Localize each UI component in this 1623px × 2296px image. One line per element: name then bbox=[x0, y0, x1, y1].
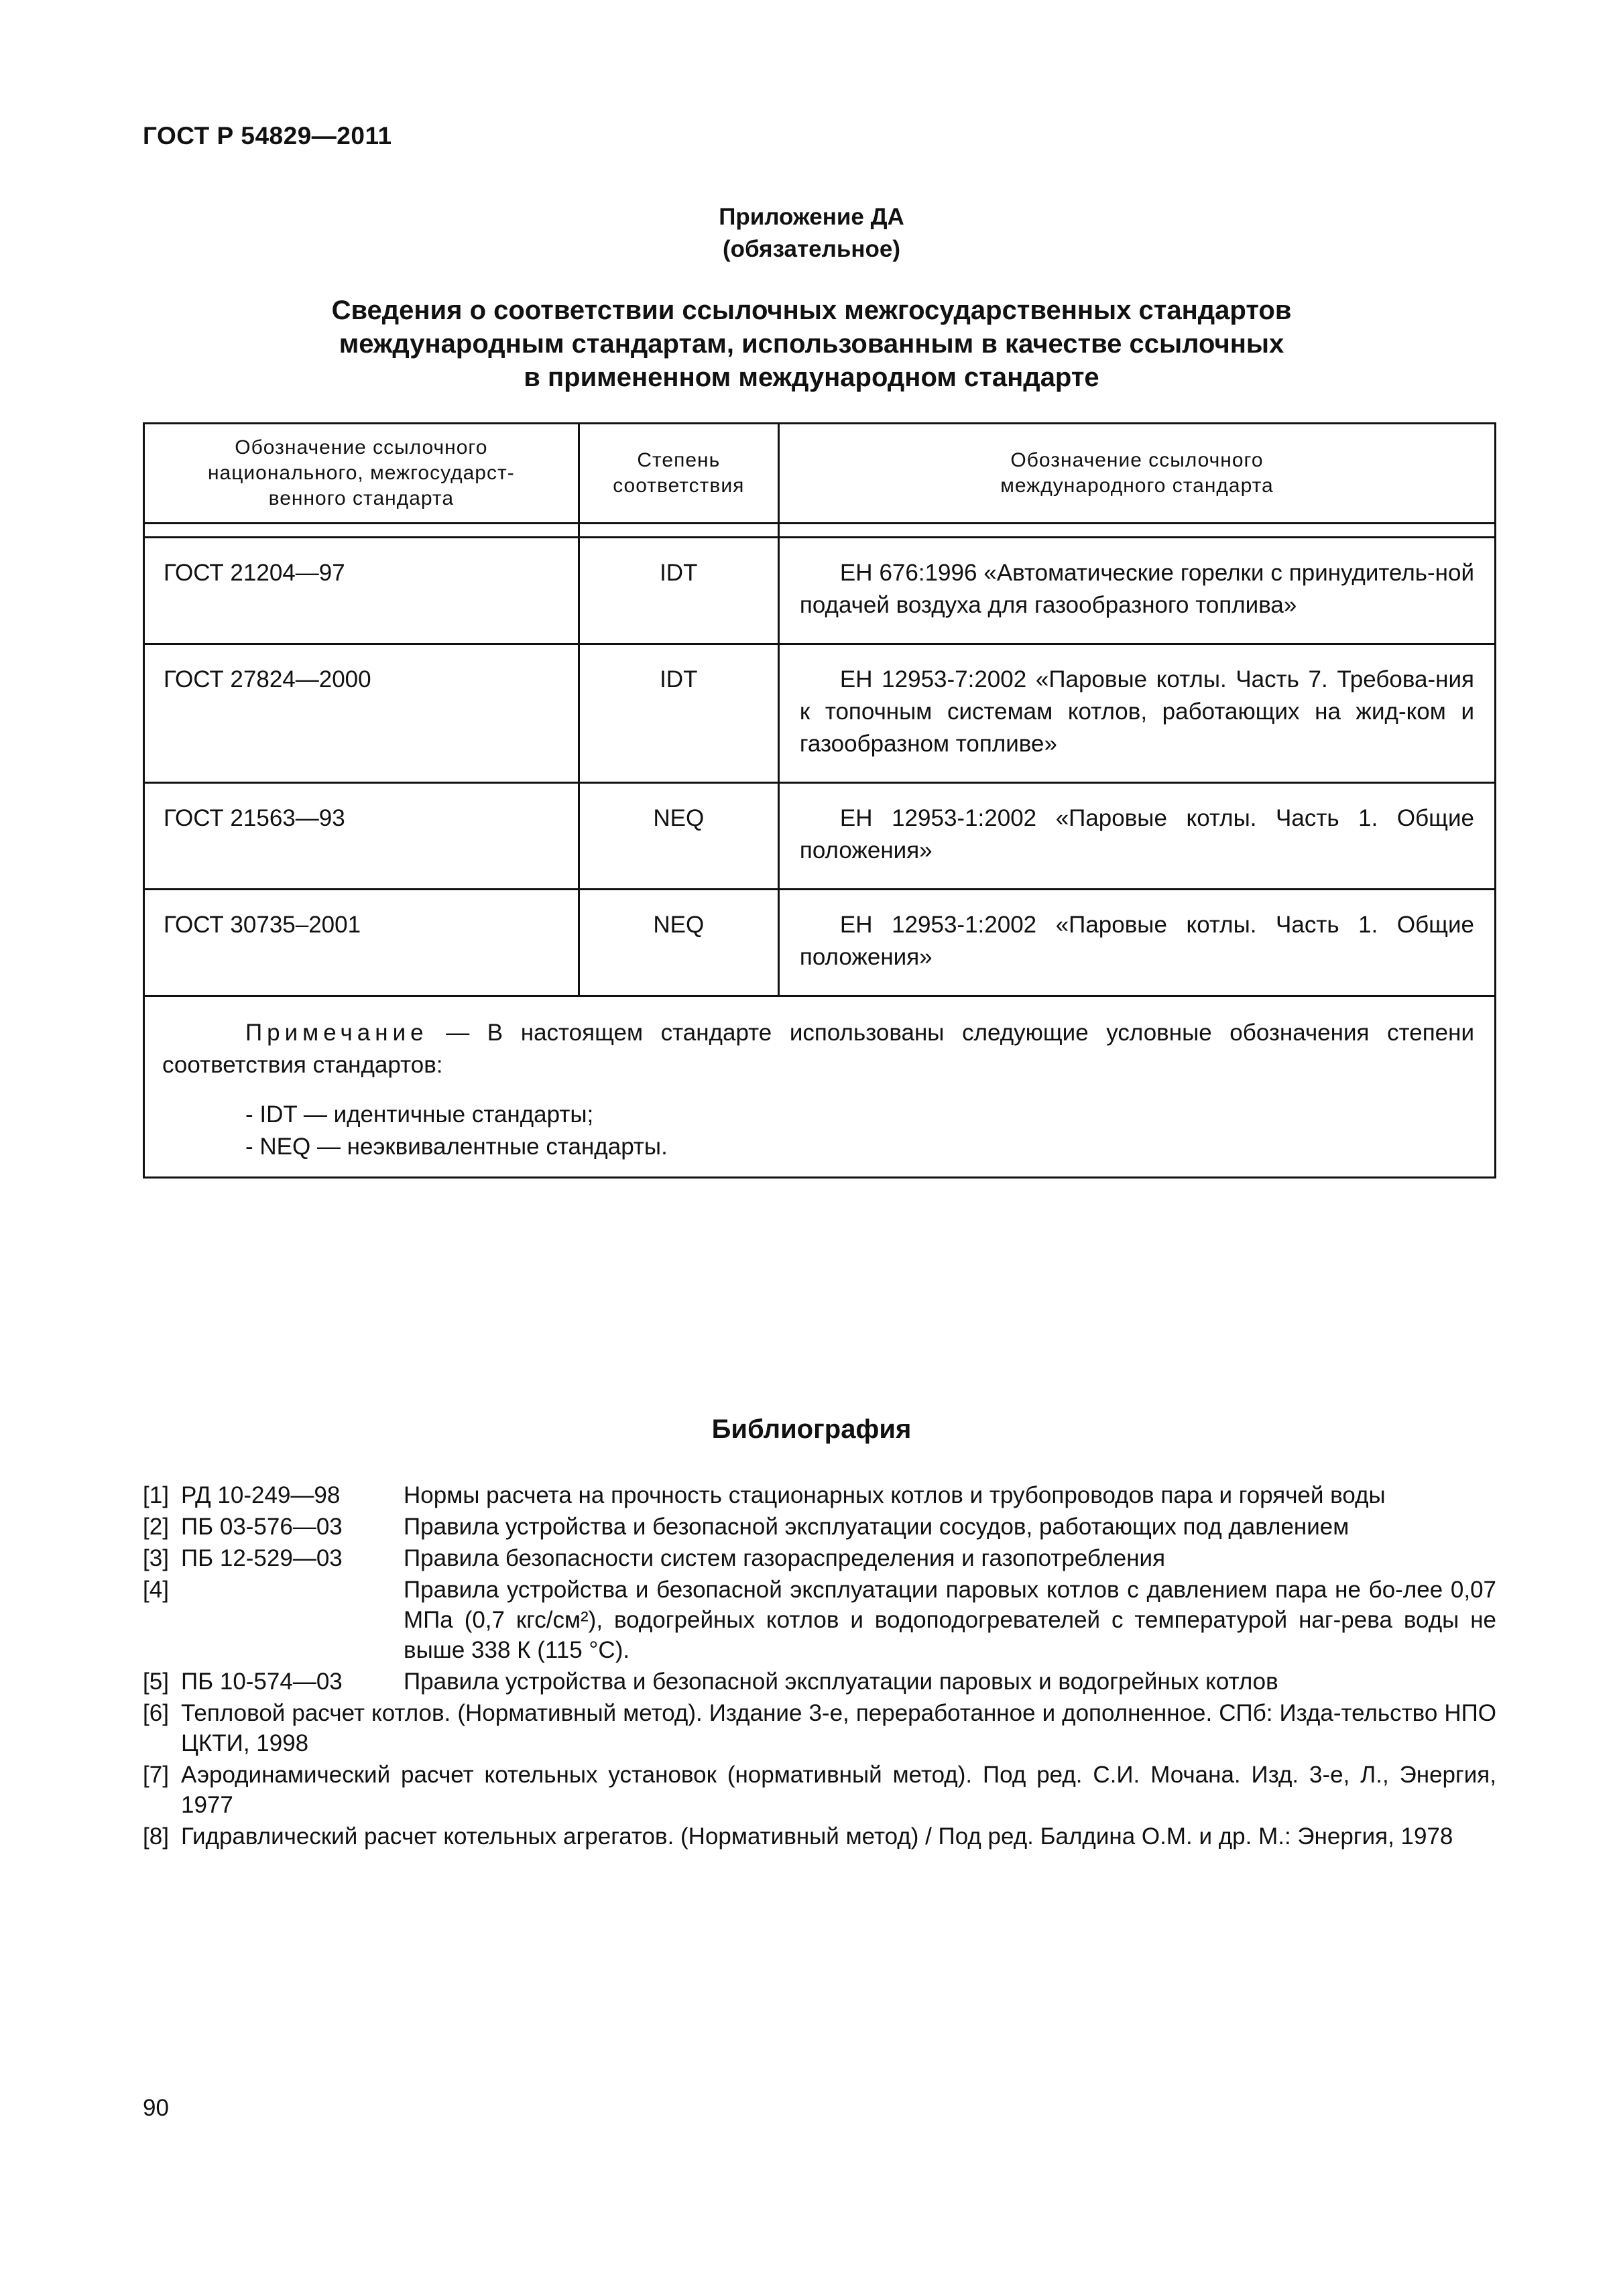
degree-cell: IDT bbox=[579, 644, 778, 783]
bibliography-text: Нормы расчета на прочность стационарных котлов и трубопроводов пара и горячей воды bbox=[404, 1482, 1386, 1508]
bibliography-number: [3] bbox=[143, 1545, 169, 1571]
header-degree-text: Степень соответствия bbox=[613, 449, 745, 497]
bibliography-number: [1] bbox=[143, 1482, 169, 1508]
document-code: ГОСТ Р 54829—2011 bbox=[143, 122, 392, 149]
bibliography-text: Правила устройства и безопасной эксплуатации паровых и водогрейных котлов bbox=[404, 1669, 1278, 1695]
bibliography-number: [4] bbox=[143, 1577, 169, 1603]
international-standard-cell: ЕН 676:1996 «Автоматические горелки с принудитель-ной подачей воздуха для газообразного топлива» bbox=[778, 538, 1495, 644]
table-row bbox=[144, 890, 1496, 996]
international-standard-cell: ЕН 12953-1:2002 «Паровые котлы. Часть 1. Общие положения» bbox=[778, 783, 1495, 890]
note-text bbox=[162, 1017, 1474, 1081]
bibliography-number: [6] bbox=[143, 1700, 169, 1726]
header-international-standard bbox=[778, 424, 1495, 524]
appendix-heading bbox=[0, 201, 1623, 265]
table-row bbox=[144, 783, 1496, 890]
note-body: — В настоящем стандарте использованы следующие условные обозначения степени соответствия стандартов: bbox=[162, 1020, 1474, 1078]
bibliography-code: ПБ 12-529—03 bbox=[181, 1545, 343, 1571]
bibliography-code: ПБ 03-576—03 bbox=[181, 1514, 343, 1540]
degree-cell: IDT bbox=[579, 538, 778, 644]
section-title-line-1: Сведения о соответствии ссылочных межгосударственных стандартов bbox=[331, 296, 1292, 325]
bibliography-title: Библиография bbox=[711, 1414, 912, 1444]
bibliography-item bbox=[143, 1575, 1496, 1665]
bibliography-text: Гидравлический расчет котельных агрегатов. (Нормативный метод) / Под ред. Балдина О.М. и др. М.: Энергия, 1978 bbox=[181, 1823, 1453, 1850]
bibliography-code: ПБ 10-574—03 bbox=[181, 1669, 343, 1695]
appendix-status: (обязательное) bbox=[722, 236, 900, 262]
bibliography-list bbox=[143, 1480, 1496, 1853]
header-national-standard-text: Обозначение ссылочного национального, межгосударст-венного стандарта bbox=[207, 436, 515, 509]
bibliography-item bbox=[143, 1760, 1496, 1820]
table-note bbox=[144, 996, 1496, 1178]
header-international-standard-text: Обозначение ссылочного международного стандарта bbox=[1000, 449, 1274, 497]
bibliography-item bbox=[143, 1821, 1496, 1852]
bibliography-number: [2] bbox=[143, 1514, 169, 1540]
bibliography-item bbox=[143, 1512, 1496, 1542]
bibliography-number: [8] bbox=[143, 1823, 169, 1850]
table-row bbox=[144, 644, 1496, 783]
bibliography-item bbox=[143, 1543, 1496, 1573]
bibliography-item bbox=[143, 1667, 1496, 1697]
bibliography-text: Аэродинамический расчет котельных установок (нормативный метод). Под ред. С.И. Мочана. Изд. 3-е, Л., Энергия, 1977 bbox=[181, 1762, 1496, 1818]
note-item: - IDT — идентичные стандарты; bbox=[245, 1101, 594, 1128]
section-title-line-3: в примененном международном стандарте bbox=[524, 363, 1099, 392]
note-item: - NEQ — неэквивалентные стандарты. bbox=[245, 1134, 668, 1160]
table-note-row bbox=[144, 996, 1496, 1178]
page-number: 90 bbox=[143, 2095, 169, 2121]
bibliography-text: Тепловой расчет котлов. (Нормативный метод). Издание 3-е, переработанное и дополненное. СПб: Изда-тельство НПО ЦКТИ, 1998 bbox=[181, 1700, 1496, 1756]
national-standard-cell: ГОСТ 21563—93 bbox=[144, 783, 579, 890]
section-title bbox=[0, 294, 1623, 394]
national-standard-cell: ГОСТ 30735–2001 bbox=[144, 890, 579, 996]
correspondence-table bbox=[143, 422, 1496, 1179]
note-items bbox=[162, 1099, 1474, 1163]
international-standard-cell: ЕН 12953-7:2002 «Паровые котлы. Часть 7. Требова-ния к топочным системам котлов, работающих на жид-ком и газообразном топливе» bbox=[778, 644, 1495, 783]
international-standard-cell: ЕН 12953-1:2002 «Паровые котлы. Часть 1. Общие положения» bbox=[778, 890, 1495, 996]
bibliography-number: [5] bbox=[143, 1669, 169, 1695]
header-degree bbox=[579, 424, 778, 524]
appendix-title: Приложение ДА bbox=[719, 204, 904, 230]
bibliography-text: Правила устройства и безопасной эксплуатации сосудов, работающих под давлением bbox=[404, 1514, 1349, 1540]
bibliography-number: [7] bbox=[143, 1762, 169, 1788]
header-separator-row bbox=[144, 524, 1496, 538]
bibliography-code bbox=[181, 1575, 404, 1665]
bibliography-item bbox=[143, 1698, 1496, 1758]
bibliography-code: РД 10-249—98 bbox=[181, 1482, 341, 1508]
separator-cell bbox=[144, 524, 579, 538]
degree-cell: NEQ bbox=[579, 890, 778, 996]
bibliography-item bbox=[143, 1480, 1496, 1510]
table-row bbox=[144, 538, 1496, 644]
bibliography-text: Правила устройства и безопасной эксплуатации паровых котлов с давлением пара не бо-лее 0,07 МПа (0,7 кгс/см²), водогрейных котлов и водоподогревателей с температурой наг-рева воды не выше 338 К (115 °С). bbox=[404, 1577, 1496, 1663]
separator-cell bbox=[579, 524, 778, 538]
separator-cell bbox=[778, 524, 1495, 538]
bibliography-text: Правила безопасности систем газораспределения и газопотребления bbox=[404, 1545, 1166, 1571]
degree-cell: NEQ bbox=[579, 783, 778, 890]
section-title-line-2: международным стандартам, использованным в качестве ссылочных bbox=[339, 329, 1284, 359]
national-standard-cell: ГОСТ 21204—97 bbox=[144, 538, 579, 644]
table-header-row bbox=[144, 424, 1496, 524]
note-label: Примечание bbox=[245, 1020, 428, 1046]
national-standard-cell: ГОСТ 27824—2000 bbox=[144, 644, 579, 783]
header-national-standard bbox=[144, 424, 579, 524]
